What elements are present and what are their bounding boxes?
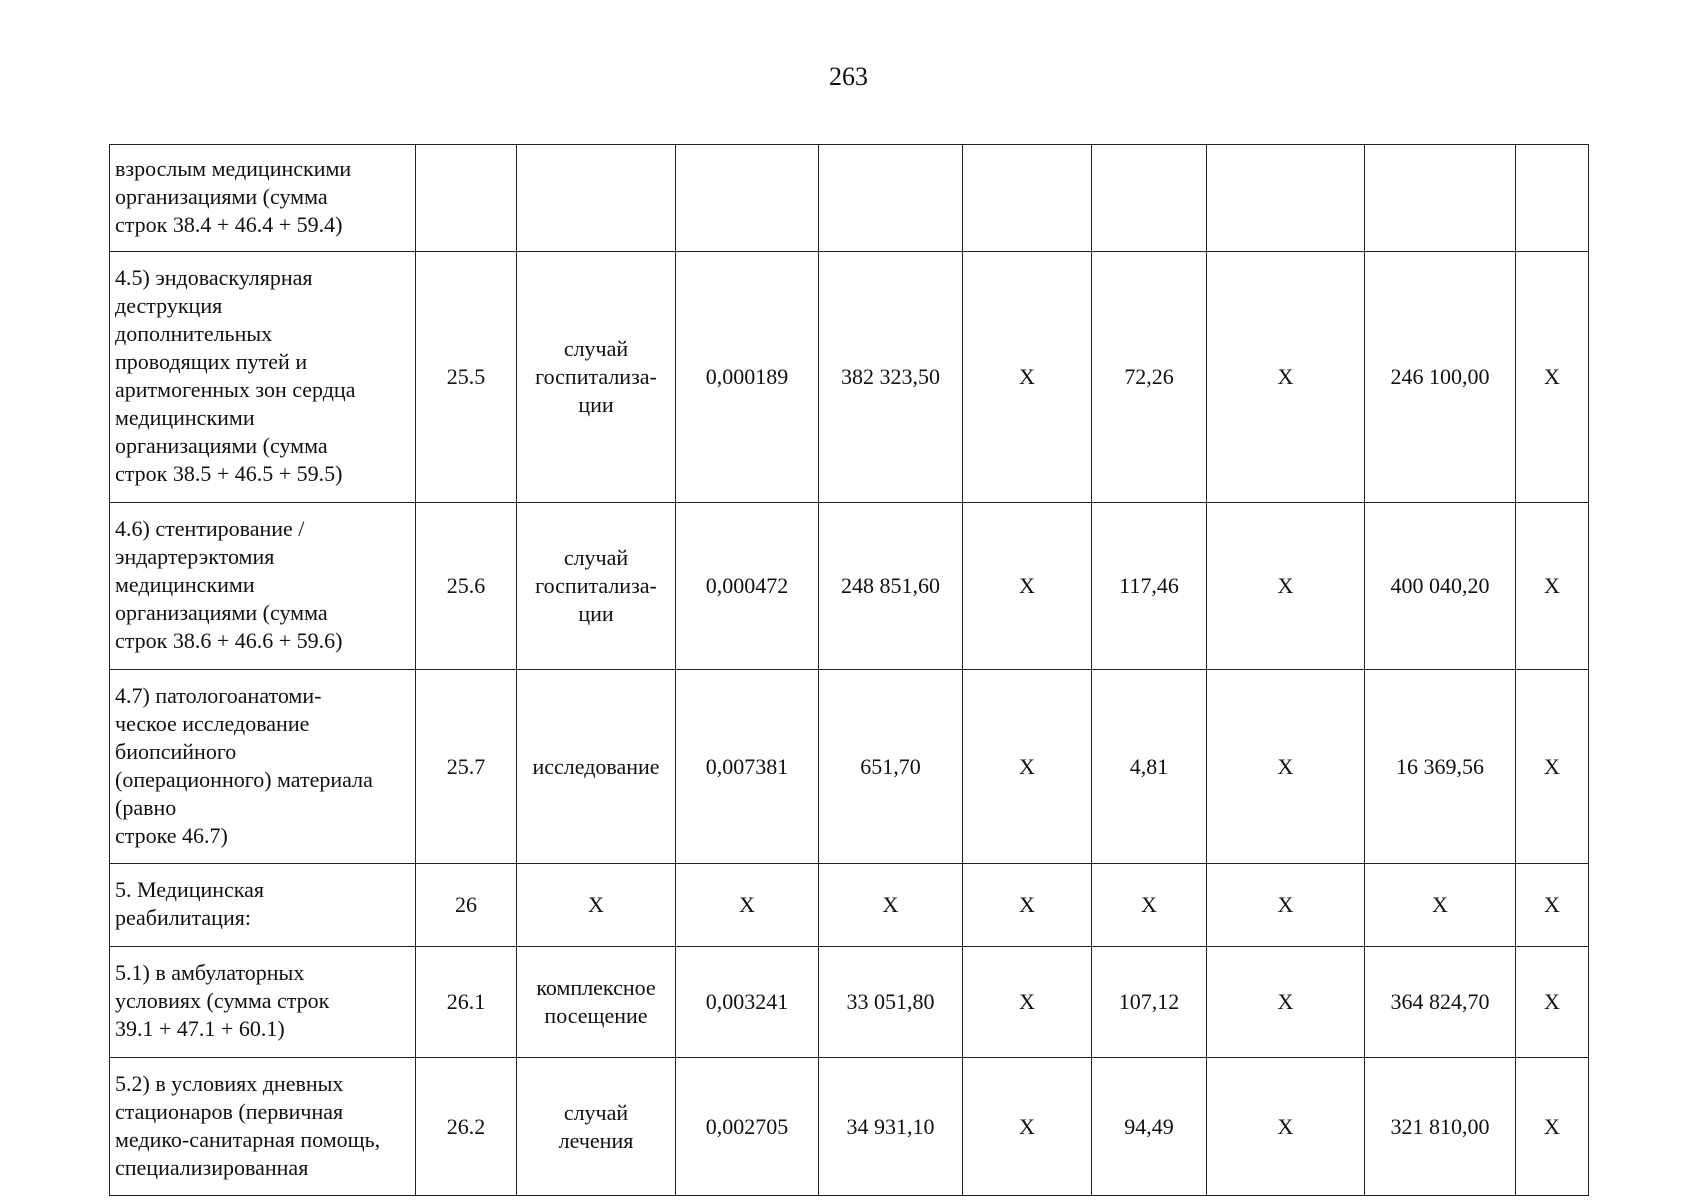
row-col6-cell [963, 145, 1092, 252]
table-row [110, 252, 1589, 503]
row-code-cell: 26.1 [416, 947, 517, 1058]
row-code-cell: 25.7 [416, 670, 517, 864]
row-code-cell: 26 [416, 864, 517, 947]
table-row [110, 670, 1589, 864]
row-col6-cell: Х [963, 503, 1092, 670]
row-col10-cell: Х [1516, 947, 1589, 1058]
row-col4-cell: Х [676, 864, 819, 947]
row-col4-cell: 0,002705 [676, 1058, 819, 1196]
row-col7-cell: 107,12 [1092, 947, 1207, 1058]
row-col10-cell: Х [1516, 503, 1589, 670]
row-code-cell: 25.6 [416, 503, 517, 670]
row-unit-cell: случай госпитализа- ции [517, 252, 676, 503]
row-col9-cell: 246 100,00 [1365, 252, 1516, 503]
row-col7-cell [1092, 145, 1207, 252]
row-unit-cell: случай госпитализа- ции [517, 503, 676, 670]
row-col10-cell: Х [1516, 670, 1589, 864]
row-col9-cell: 400 040,20 [1365, 503, 1516, 670]
row-col9-cell: 16 369,56 [1365, 670, 1516, 864]
row-code-cell: 26.2 [416, 1058, 517, 1196]
row-col6-cell: Х [963, 947, 1092, 1058]
row-name-cell: 5. Медицинская реабилитация: [110, 864, 416, 947]
table-row [110, 145, 1589, 252]
row-col5-cell: 33 051,80 [819, 947, 963, 1058]
row-col5-cell: 651,70 [819, 670, 963, 864]
row-col6-cell: Х [963, 864, 1092, 947]
row-col7-cell: 4,81 [1092, 670, 1207, 864]
row-col5-cell: 248 851,60 [819, 503, 963, 670]
row-col9-cell: 364 824,70 [1365, 947, 1516, 1058]
row-unit-cell: Х [517, 864, 676, 947]
row-unit-cell: случай лечения [517, 1058, 676, 1196]
page-number: 263 [829, 62, 868, 91]
row-name-cell: взрослым медицинскими организациями (сумма строк 38.4 + 46.4 + 59.4) [110, 145, 416, 252]
row-col4-cell: 0,000189 [676, 252, 819, 503]
row-unit-cell [517, 145, 676, 252]
table-row [110, 947, 1589, 1058]
row-col4-cell: 0,007381 [676, 670, 819, 864]
row-col7-cell: 94,49 [1092, 1058, 1207, 1196]
row-col5-cell: Х [819, 864, 963, 947]
row-col8-cell: Х [1207, 503, 1365, 670]
row-col7-cell: 117,46 [1092, 503, 1207, 670]
row-col8-cell: Х [1207, 252, 1365, 503]
row-col8-cell [1207, 145, 1365, 252]
row-col6-cell: Х [963, 670, 1092, 864]
row-col4-cell: 0,000472 [676, 503, 819, 670]
row-unit-cell: комплексное посещение [517, 947, 676, 1058]
row-col5-cell [819, 145, 963, 252]
row-name-cell: 4.7) патологоанатоми- ческое исследование биопсийного (операционного) материала (равно строке 46.7) [110, 670, 416, 864]
row-col8-cell: Х [1207, 1058, 1365, 1196]
row-col10-cell: Х [1516, 252, 1589, 503]
row-col9-cell: Х [1365, 864, 1516, 947]
row-unit-cell: исследование [517, 670, 676, 864]
row-name-cell: 4.6) стентирование / эндартерэктомия медицинскими организациями (сумма строк 38.6 + 46.6 + 59.6) [110, 503, 416, 670]
table-row [110, 503, 1589, 670]
row-col10-cell: Х [1516, 864, 1589, 947]
row-code-cell [416, 145, 517, 252]
table-row [110, 864, 1589, 947]
row-col10-cell [1516, 145, 1589, 252]
data-table [109, 144, 1589, 1196]
row-name-cell: 5.2) в условиях дневных стационаров (первичная медико-санитарная помощь, специализированная [110, 1058, 416, 1196]
table-row [110, 1058, 1589, 1196]
row-col9-cell: 321 810,00 [1365, 1058, 1516, 1196]
row-col7-cell: Х [1092, 864, 1207, 947]
row-col5-cell: 382 323,50 [819, 252, 963, 503]
row-col10-cell: Х [1516, 1058, 1589, 1196]
row-col8-cell: Х [1207, 864, 1365, 947]
row-col5-cell: 34 931,10 [819, 1058, 963, 1196]
row-col7-cell: 72,26 [1092, 252, 1207, 503]
row-col8-cell: Х [1207, 947, 1365, 1058]
row-code-cell: 25.5 [416, 252, 517, 503]
row-name-cell: 4.5) эндоваскулярная деструкция дополнительных проводящих путей и аритмогенных зон сердца медицинскими организациями (сумма строк 38.5 + 46.5 + 59.5) [110, 252, 416, 503]
row-col4-cell: 0,003241 [676, 947, 819, 1058]
row-col4-cell [676, 145, 819, 252]
row-col6-cell: Х [963, 1058, 1092, 1196]
row-col6-cell: Х [963, 252, 1092, 503]
row-name-cell: 5.1) в амбулаторных условиях (сумма строк 39.1 + 47.1 + 60.1) [110, 947, 416, 1058]
row-col8-cell: Х [1207, 670, 1365, 864]
row-col9-cell [1365, 145, 1516, 252]
